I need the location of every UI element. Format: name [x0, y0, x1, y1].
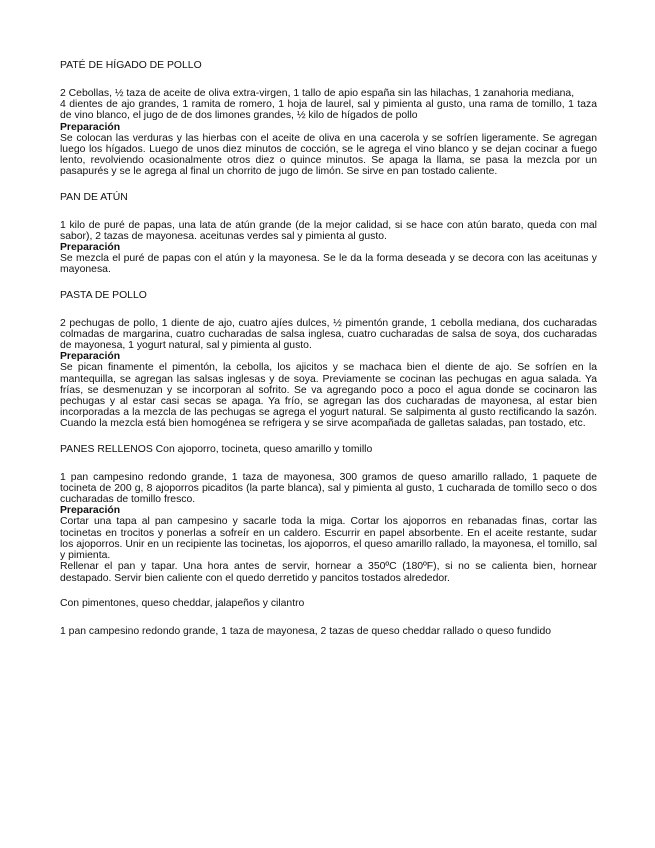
- document-page: [60, 60, 597, 637]
- recipe-pasta-pollo: [60, 290, 597, 430]
- recipe-pan-atun: [60, 192, 597, 276]
- recipe-title: PAN DE ATÚN: [60, 191, 128, 203]
- recipe-title: Con pimentones, queso cheddar, jalapeños y cilantro: [60, 597, 305, 609]
- preparation-heading: Preparación: [60, 242, 121, 254]
- ingredients-text: 1 kilo de puré de papas, una lata de atún grande (de la mejor calidad, si se hace con atún barato, queda con mal sabor), 2 tazas de mayonesa. aceitunas verdes sal y pimienta al gusto.: [60, 219, 597, 242]
- preparation-text: Se pican finamente el pimentón, la cebolla, los ajicitos y se machaca bien el diente de ajo. Se sofríen en la mantequilla, se agregan las salsas inglesas y de soya. Previamente se cocinan las pechugas en agua salada. Ya frías, se desmenuzan y se incorporan al sofrito. Se va agregando poco a poco el agua donde se cocinaron las pechugas y al estar casi secas se apaga. Ya frío, se agregan las dos cucharadas de mayonesa, al estar bien incorporadas a la mezcla de las pechugas se agrega el yogurt natural. Se salpimenta al gusto rectificando la sazón. Cuando la mezcla está bien homogénea se refrigera y se sirve acompañada de galletas saladas, pan tostado, etc.: [60, 362, 597, 430]
- preparation-text: Rellenar el pan y tapar. Una hora antes de servir, hornear a 350ºC (180ºF), si no se calienta bien, hornear destapado. Servir bien caliente con el quedo derretido y pancitos tostados alrededor.: [60, 561, 597, 584]
- ingredients-text: 4 dientes de ajo grandes, 1 ramita de romero, 1 hoja de laurel, sal y pimienta al gusto, una rama de tomillo, 1 taza de vino blanco, el jugo de de dos limones grandes, ½ kilo de hígados de pollo: [60, 99, 597, 122]
- ingredients-text: 1 pan campesino redondo grande, 1 taza de mayonesa, 300 gramos de queso amarillo rallado, 1 paquete de tocineta de 200 g, 8 ajoporros picaditos (la parte blanca), sal y pimienta al gusto, 1 cucharada de tomillo seco o dos cucharadas de tomillo fresco.: [60, 471, 597, 506]
- preparation-text: Cortar una tapa al pan campesino y sacarle toda la miga. Cortar los ajoporros en rebanadas finas, cortar las tocinetas en trocitos y ponerlas a sofreír en un caldero. Escurrir en papel absorbente. En el aceite restante, sudar los ajoporros. Unir en un recipiente las tocinetas, los ajoporros, el queso amarillo rallado, la mayonesa, el tomillo, sal y pimienta.: [60, 516, 597, 562]
- recipe-variant-pimentones: [60, 598, 597, 637]
- preparation-text: Se colocan las verduras y las hierbas con el aceite de oliva en una cacerola y se sofríen ligeramente. Se agregan luego los hígados. Luego de unos diez minutos de cocción, se le agrega el vino blanco y se dejan cocinar a fuego lento, revolviendo ocasionalmente otros diez o quince minutos. Se apaga la llama, se pasa la mezcla por un pasapurés y se le agrega al final un chorrito de jugo de limón. Se sirve en pan tostado caliente.: [60, 132, 597, 178]
- recipe-pate-higado: [60, 60, 597, 178]
- preparation-heading: Preparación: [60, 121, 121, 133]
- ingredients-text: 1 pan campesino redondo grande, 1 taza de mayonesa, 2 tazas de queso cheddar rallado o queso fundido: [60, 625, 552, 637]
- recipe-title: PANES RELLENOS Con ajoporro, tocineta, queso amarillo y tomillo: [60, 443, 373, 455]
- preparation-heading: Preparación: [60, 351, 121, 363]
- ingredients-text: 2 pechugas de pollo, 1 diente de ajo, cuatro ajíes dulces, ½ pimentón grande, 1 cebolla mediana, dos cucharadas colmadas de margarina, cuatro cucharadas de salsa inglesa, cuatro cucharadas de salsa de soya, dos cucharadas de mayonesa, 1 yogurt natural, sal y pimienta al gusto.: [60, 317, 597, 352]
- recipe-title: PATÉ DE HÍGADO DE POLLO: [60, 60, 202, 71]
- preparation-heading: Preparación: [60, 505, 121, 517]
- ingredients-text: 2 Cebollas, ½ taza de aceite de oliva extra-virgen, 1 tallo de apio españa sin las hilachas, 1 zanahoria mediana,: [60, 88, 575, 99]
- preparation-text: Se mezcla el puré de papas con el atún y la mayonesa. Se le da la forma deseada y se decora con las aceitunas y mayonesa.: [60, 253, 597, 276]
- recipe-panes-rellenos: [60, 444, 597, 584]
- recipe-title: PASTA DE POLLO: [60, 289, 147, 301]
